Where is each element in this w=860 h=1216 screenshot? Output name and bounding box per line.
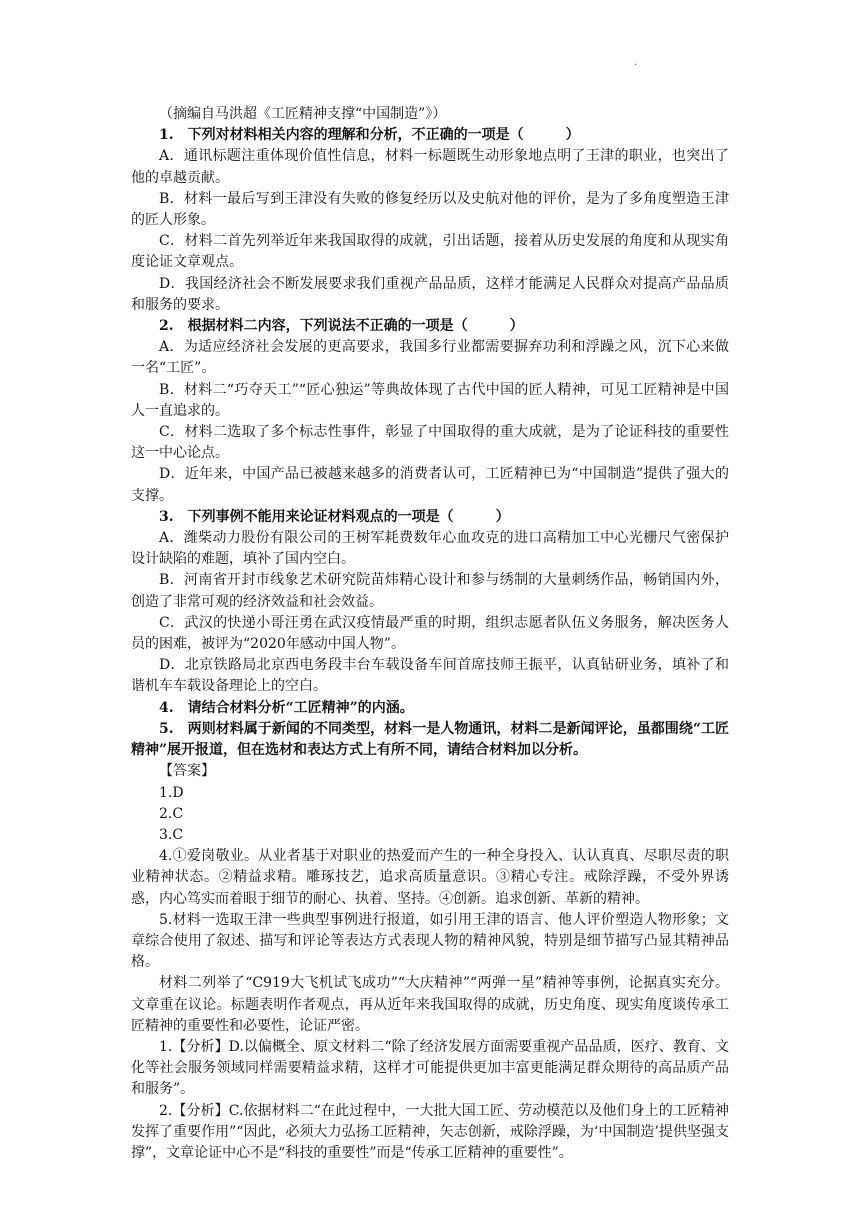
question-1-option-d: D．我国经济社会不断发展要求我们重视产品品质，这样才能满足人民群众对提高产品品质和服务的要求。 xyxy=(131,275,729,313)
question-1-option-b: B．材料一最后写到王津没有失败的修复经历以及史航对他的评价，是为了多角度塑造王津的匠人形象。 xyxy=(131,190,729,229)
answer-3: 3.C xyxy=(159,826,184,843)
answer-4: 4.①爱岗敬业。从业者基于对职业的热爱而产生的一种全身投入、认认真真、尽职尽责的职业精神状态。②精益求精。雕琢技艺，追求高质量意识。③精心专注。戒除浮躁，不受外界诱惑，内心笃实而着眼于细节的耐心、执着、坚持。④创新。追求创新、革新的精神。 xyxy=(131,848,729,907)
question-5-stem: 5. 两则材料属于新闻的不同类型，材料一是人物通讯，材料二是新闻评论，虽都围绕“工匠精神”展开报道，但在选材和表达方式上有所不同，请结合材料加以分析。 xyxy=(131,720,729,759)
answer-5-part-1: 5.材料一选取王津一些典型事例进行报道，如引用王津的语言、他人评价塑造人物形象；文章综合使用了叙述、描写和评论等表达方式表现人物的精神风貌，特别是细节描写凸显其精神品格。 xyxy=(131,911,729,971)
question-2-option-a: A．为适应经济社会发展的更高要求，我国多行业都需要摒弃功利和浮躁之风，沉下心来做一名“工匠”。 xyxy=(131,339,729,377)
question-3-stem: 3. 下列事例不能用来论证材料观点的一项是（ ） xyxy=(159,508,510,525)
question-4-stem: 4. 请结合材料分析“工匠精神”的内涵。 xyxy=(159,699,414,716)
page-dot: . xyxy=(634,57,638,68)
question-1-option-a: A．通讯标题注重体现价值性信息，材料一标题既生动形象地点明了王津的职业，也突出了他的卓越贡献。 xyxy=(131,148,729,186)
question-3-option-c: C．武汉的快递小哥汪勇在武汉疫情最严重的时期，组织志愿者队伍义务服务，解决医务人员的困难，被评为“2020年感动中国人物”。 xyxy=(131,614,729,653)
question-2-option-d: D．近年来，中国产品已被越来越多的消费者认可，工匠精神已为“中国制造”提供了强大的支撑。 xyxy=(131,466,729,504)
analysis-1: 1.【分析】D.以偏概全、原文材料二“除了经济发展方面需要重视产品品质，医疗、教育、文化等社会服务领域同样需要精益求精，这样才可能提供更加丰富更能满足群众期待的高品质产品和服务”。 xyxy=(131,1038,729,1098)
answer-2: 2.C xyxy=(159,805,184,822)
question-3-option-a: A．潍柴动力股份有限公司的王树军耗费数年心血攻克的进口高精加工中心光栅尺气密保护设计缺陷的难题，填补了国内空白。 xyxy=(131,530,729,568)
answer-5-part-2: 材料二列举了“C919大飞机试飞成功”“大庆精神”“两弹一星”精神等事例，论据真实充分。文章重在议论。标题表明作者观点，再从近年来我国取得的成就，历史角度、现实角度谈传承工匠精神的重要性和必要性，论证严密。 xyxy=(131,975,729,1034)
question-2-option-b: B．材料二“巧夺天工”“匠心独运”等典故体现了古代中国的匠人精神，可见工匠精神是中国人一直追求的。 xyxy=(131,381,729,419)
question-1-option-c: C．材料二首先列举近年来我国取得的成就，引出话题，接着从历史发展的角度和从现实角度论证文章观点。 xyxy=(131,233,729,271)
source-citation: （摘编自马洪超《工匠精神支撑“中国制造”》） xyxy=(159,106,447,122)
answer-1: 1.D xyxy=(159,784,184,801)
question-3-option-d: D．北京铁路局北京西电务段丰台车载设备车间首席技师王振平，认真钻研业务，填补了和谐机车车载设备理论上的空白。 xyxy=(131,657,729,695)
question-3-option-b: B．河南省开封市线象艺术研究院苗炜精心设计和参与绣制的大量刺绣作品，畅销国内外，创造了非常可观的经济效益和社会效益。 xyxy=(131,572,729,610)
answer-header: 【答案】 xyxy=(159,763,215,780)
question-1-stem: 1. 下列对材料相关内容的理解和分析，不正确的一项是（ ） xyxy=(159,127,580,144)
question-2-option-c: C．材料二选取了多个标志性事件，彰显了中国取得的重大成就，是为了论证科技的重要性这一中心论点。 xyxy=(131,424,729,462)
question-2-stem: 2. 根据材料二内容，下列说法不正确的一项是（ ） xyxy=(159,318,524,335)
analysis-2: 2.【分析】C.依据材料二“在此过程中，一大批大国工匠、劳动模范以及他们身上的工匠精神发挥了重要作用”“因此，必须大力弘扬工匠精神，矢志创新，戒除浮躁，为‘中国制造’提供坚强支撑”，文章论证中心不是“科技的重要性”而是“传承工匠精神的重要性”。 xyxy=(131,1102,729,1161)
document-content xyxy=(131,104,729,1164)
